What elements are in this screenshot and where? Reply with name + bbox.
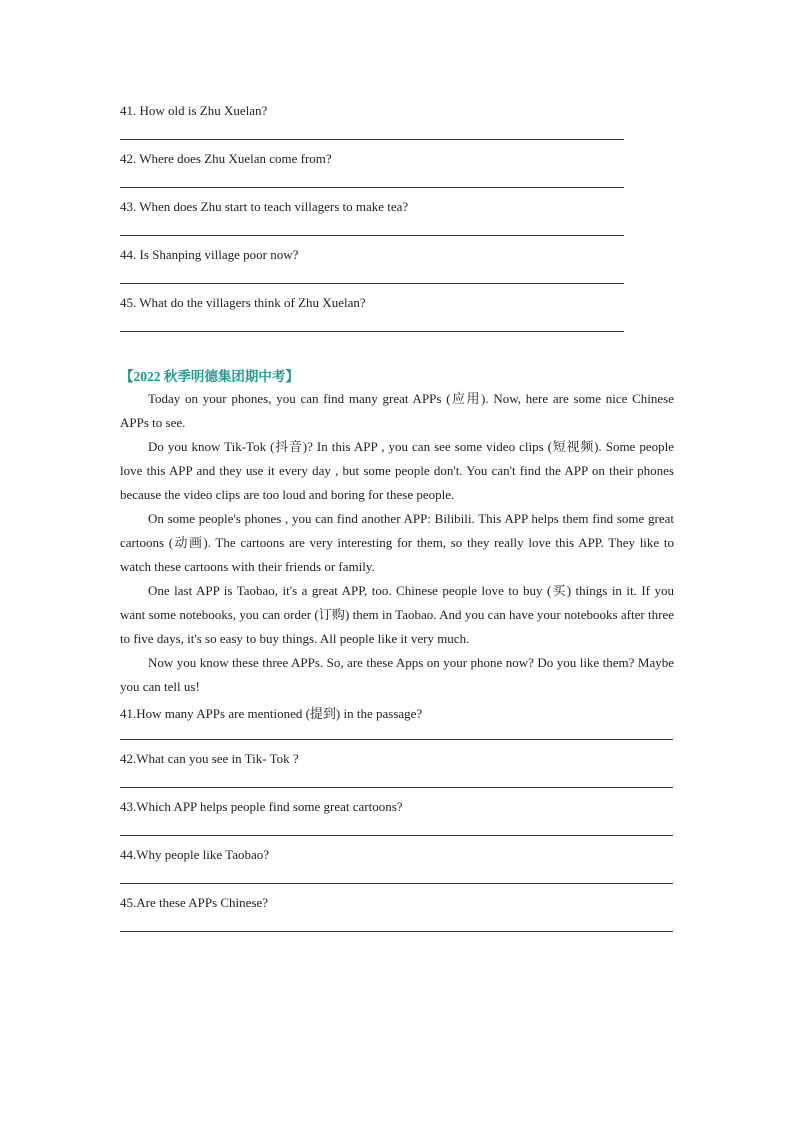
- answer-line[interactable]: [120, 235, 624, 236]
- reading-passage: [120, 387, 674, 699]
- passage-paragraph: Now you know these three APPs. So, are these Apps on your phone now? Do you like them? Maybe you can tell us!: [120, 655, 674, 694]
- answer-line[interactable]: [120, 139, 624, 140]
- answer-line[interactable]: [120, 787, 673, 788]
- passage-paragraph: One last APP is Taobao, it's a great APP, too. Chinese people love to buy (买) things in it. If you want some notebooks, you can order (订购) them in Taobao. And you can have your notebooks after three to five days, it's so easy to buy things. All people like it very much.: [120, 583, 674, 646]
- answer-line[interactable]: [120, 835, 673, 836]
- answer-line[interactable]: [120, 187, 624, 188]
- question-text: 42. Where does Zhu Xuelan come from?: [120, 151, 332, 166]
- question-text: 45.Are these APPs Chinese?: [120, 895, 269, 910]
- passage-paragraph: Do you know Tik-Tok (抖音)? In this APP , you can see some video clips (短视频). Some people love this APP and they use it every day , but some people don't. You can't find the APP on their phones because the video clips are too loud and boring for these people.: [120, 439, 674, 502]
- question-text: 45. What do the villagers think of Zhu Xuelan?: [120, 295, 366, 310]
- passage-paragraph: On some people's phones , you can find another APP: Bilibili. This APP helps them find some great cartoons (动画). The cartoons are very interesting for them, so they really love this APP. They like to watch these cartoons with their friends or family.: [120, 511, 674, 574]
- question-text: 44. Is Shanping village poor now?: [120, 247, 299, 262]
- question-text: 41.How many APPs are mentioned (提到) in the passage?: [120, 706, 423, 721]
- question-text: 43. When does Zhu start to teach villagers to make tea?: [120, 199, 409, 214]
- question-text: 41. How old is Zhu Xuelan?: [120, 103, 268, 118]
- question-text: 42.What can you see in Tik- Tok ?: [120, 751, 299, 766]
- passage-paragraph: Today on your phones, you can find many great APPs (应用). Now, here are some nice Chinese APPs to see.: [120, 391, 674, 430]
- answer-line[interactable]: [120, 931, 673, 932]
- question-text: 43.Which APP helps people find some great cartoons?: [120, 799, 403, 814]
- answer-line[interactable]: [120, 739, 673, 740]
- answer-line[interactable]: [120, 331, 624, 332]
- question-text: 44.Why people like Taobao?: [120, 847, 270, 862]
- section-title: 【2022 秋季明德集团期中考】: [120, 369, 299, 384]
- answer-line[interactable]: [120, 883, 673, 884]
- answer-line[interactable]: [120, 283, 624, 284]
